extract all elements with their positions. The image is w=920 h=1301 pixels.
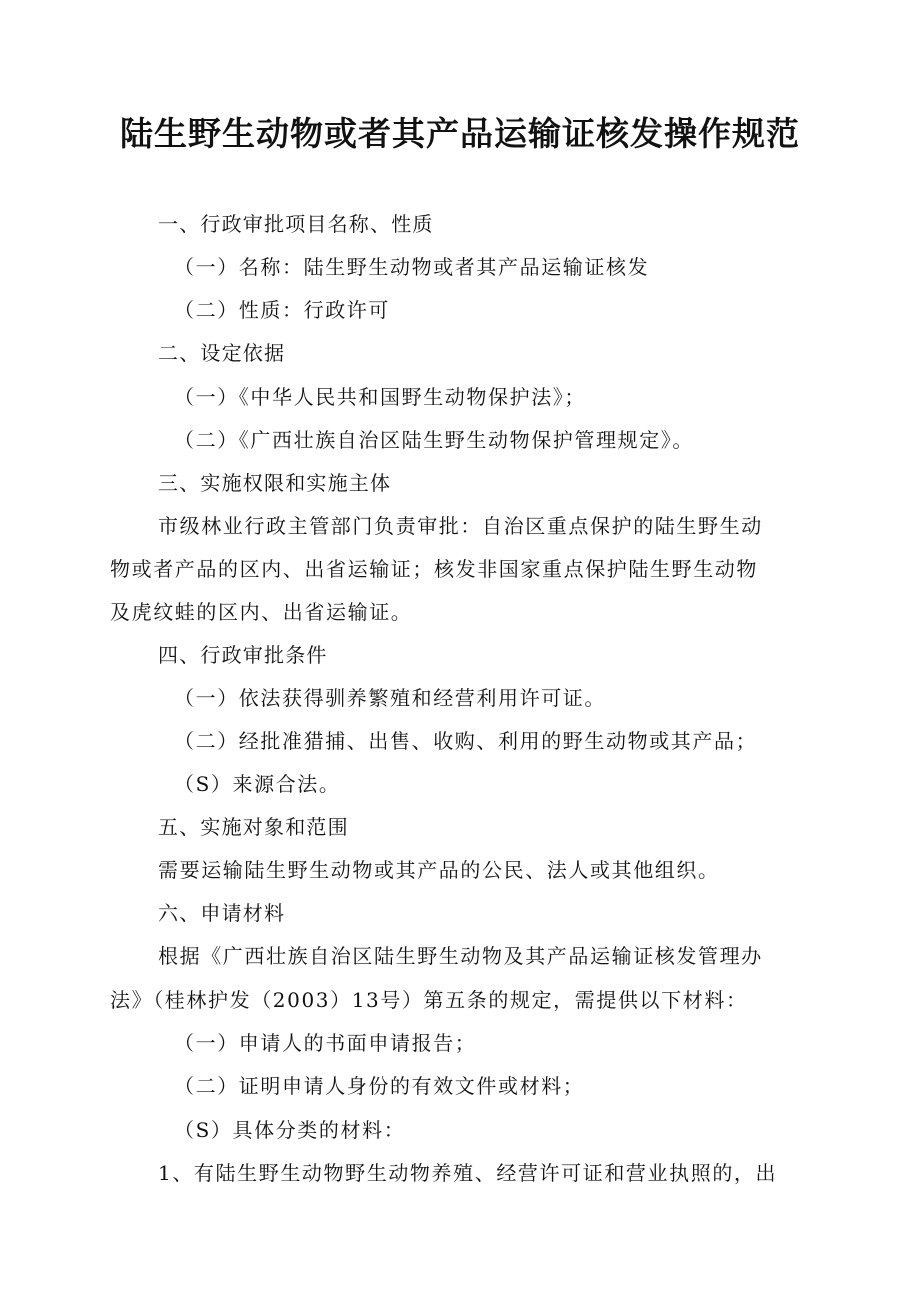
section-heading-5: 五、实施对象和范围 — [158, 815, 349, 839]
paragraph-line: 及虎纹蛙的区内、出省运输证。 — [110, 600, 413, 624]
paragraph-line: （S）来源合法。 — [174, 772, 341, 796]
section-heading-3: 三、实施权限和实施主体 — [158, 471, 392, 495]
document-title: 陆生野生动物或者其产品运输证核发操作规范 — [120, 114, 800, 153]
paragraph-line: 市级林业行政主管部门负责审批：自治区重点保护的陆生野生动 — [158, 514, 763, 538]
paragraph-line: （一）申请人的书面申请报告； — [174, 1031, 477, 1055]
paragraph-line: （二）证明申请人身份的有效文件或材料； — [174, 1074, 585, 1098]
paragraph-line: 需要运输陆生野生动物或其产品的公民、法人或其他组织。 — [158, 858, 720, 882]
paragraph-line: （S）具体分类的材料： — [174, 1118, 406, 1142]
paragraph-line: （二）《广西壮族自治区陆生野生动物保护管理规定》。 — [174, 428, 694, 452]
paragraph-line: 1、有陆生野生动物野生动物养殖、经营许可证和营业执照的，出 — [158, 1161, 778, 1185]
paragraph-line: （一）名称：陆生野生动物或者其产品运输证核发 — [174, 255, 650, 279]
paragraph-line: 物或者产品的区内、出省运输证；核发非国家重点保护陆生野生动物 — [110, 557, 758, 581]
paragraph-line: （一）依法获得驯养繁殖和经营利用许可证。 — [174, 686, 606, 710]
section-heading-4: 四、行政审批条件 — [158, 643, 328, 667]
paragraph-line: （二）经批准猎捕、出售、收购、利用的野生动物或其产品； — [174, 729, 758, 753]
section-heading-1: 一、行政审批项目名称、性质 — [158, 212, 434, 236]
paragraph-line: 法》（桂林护发（2003）13号）第五条的规定，需提供以下材料： — [110, 988, 748, 1012]
section-heading-2: 二、设定依据 — [158, 341, 286, 365]
paragraph-line: （一）《中华人民共和国野生动物保护法》； — [174, 385, 586, 409]
paragraph-line: （二）性质：行政许可 — [174, 298, 390, 322]
paragraph-line: 根据《广西壮族自治区陆生野生动物及其产品运输证核发管理办 — [158, 944, 763, 968]
section-heading-6: 六、申请材料 — [158, 901, 286, 925]
